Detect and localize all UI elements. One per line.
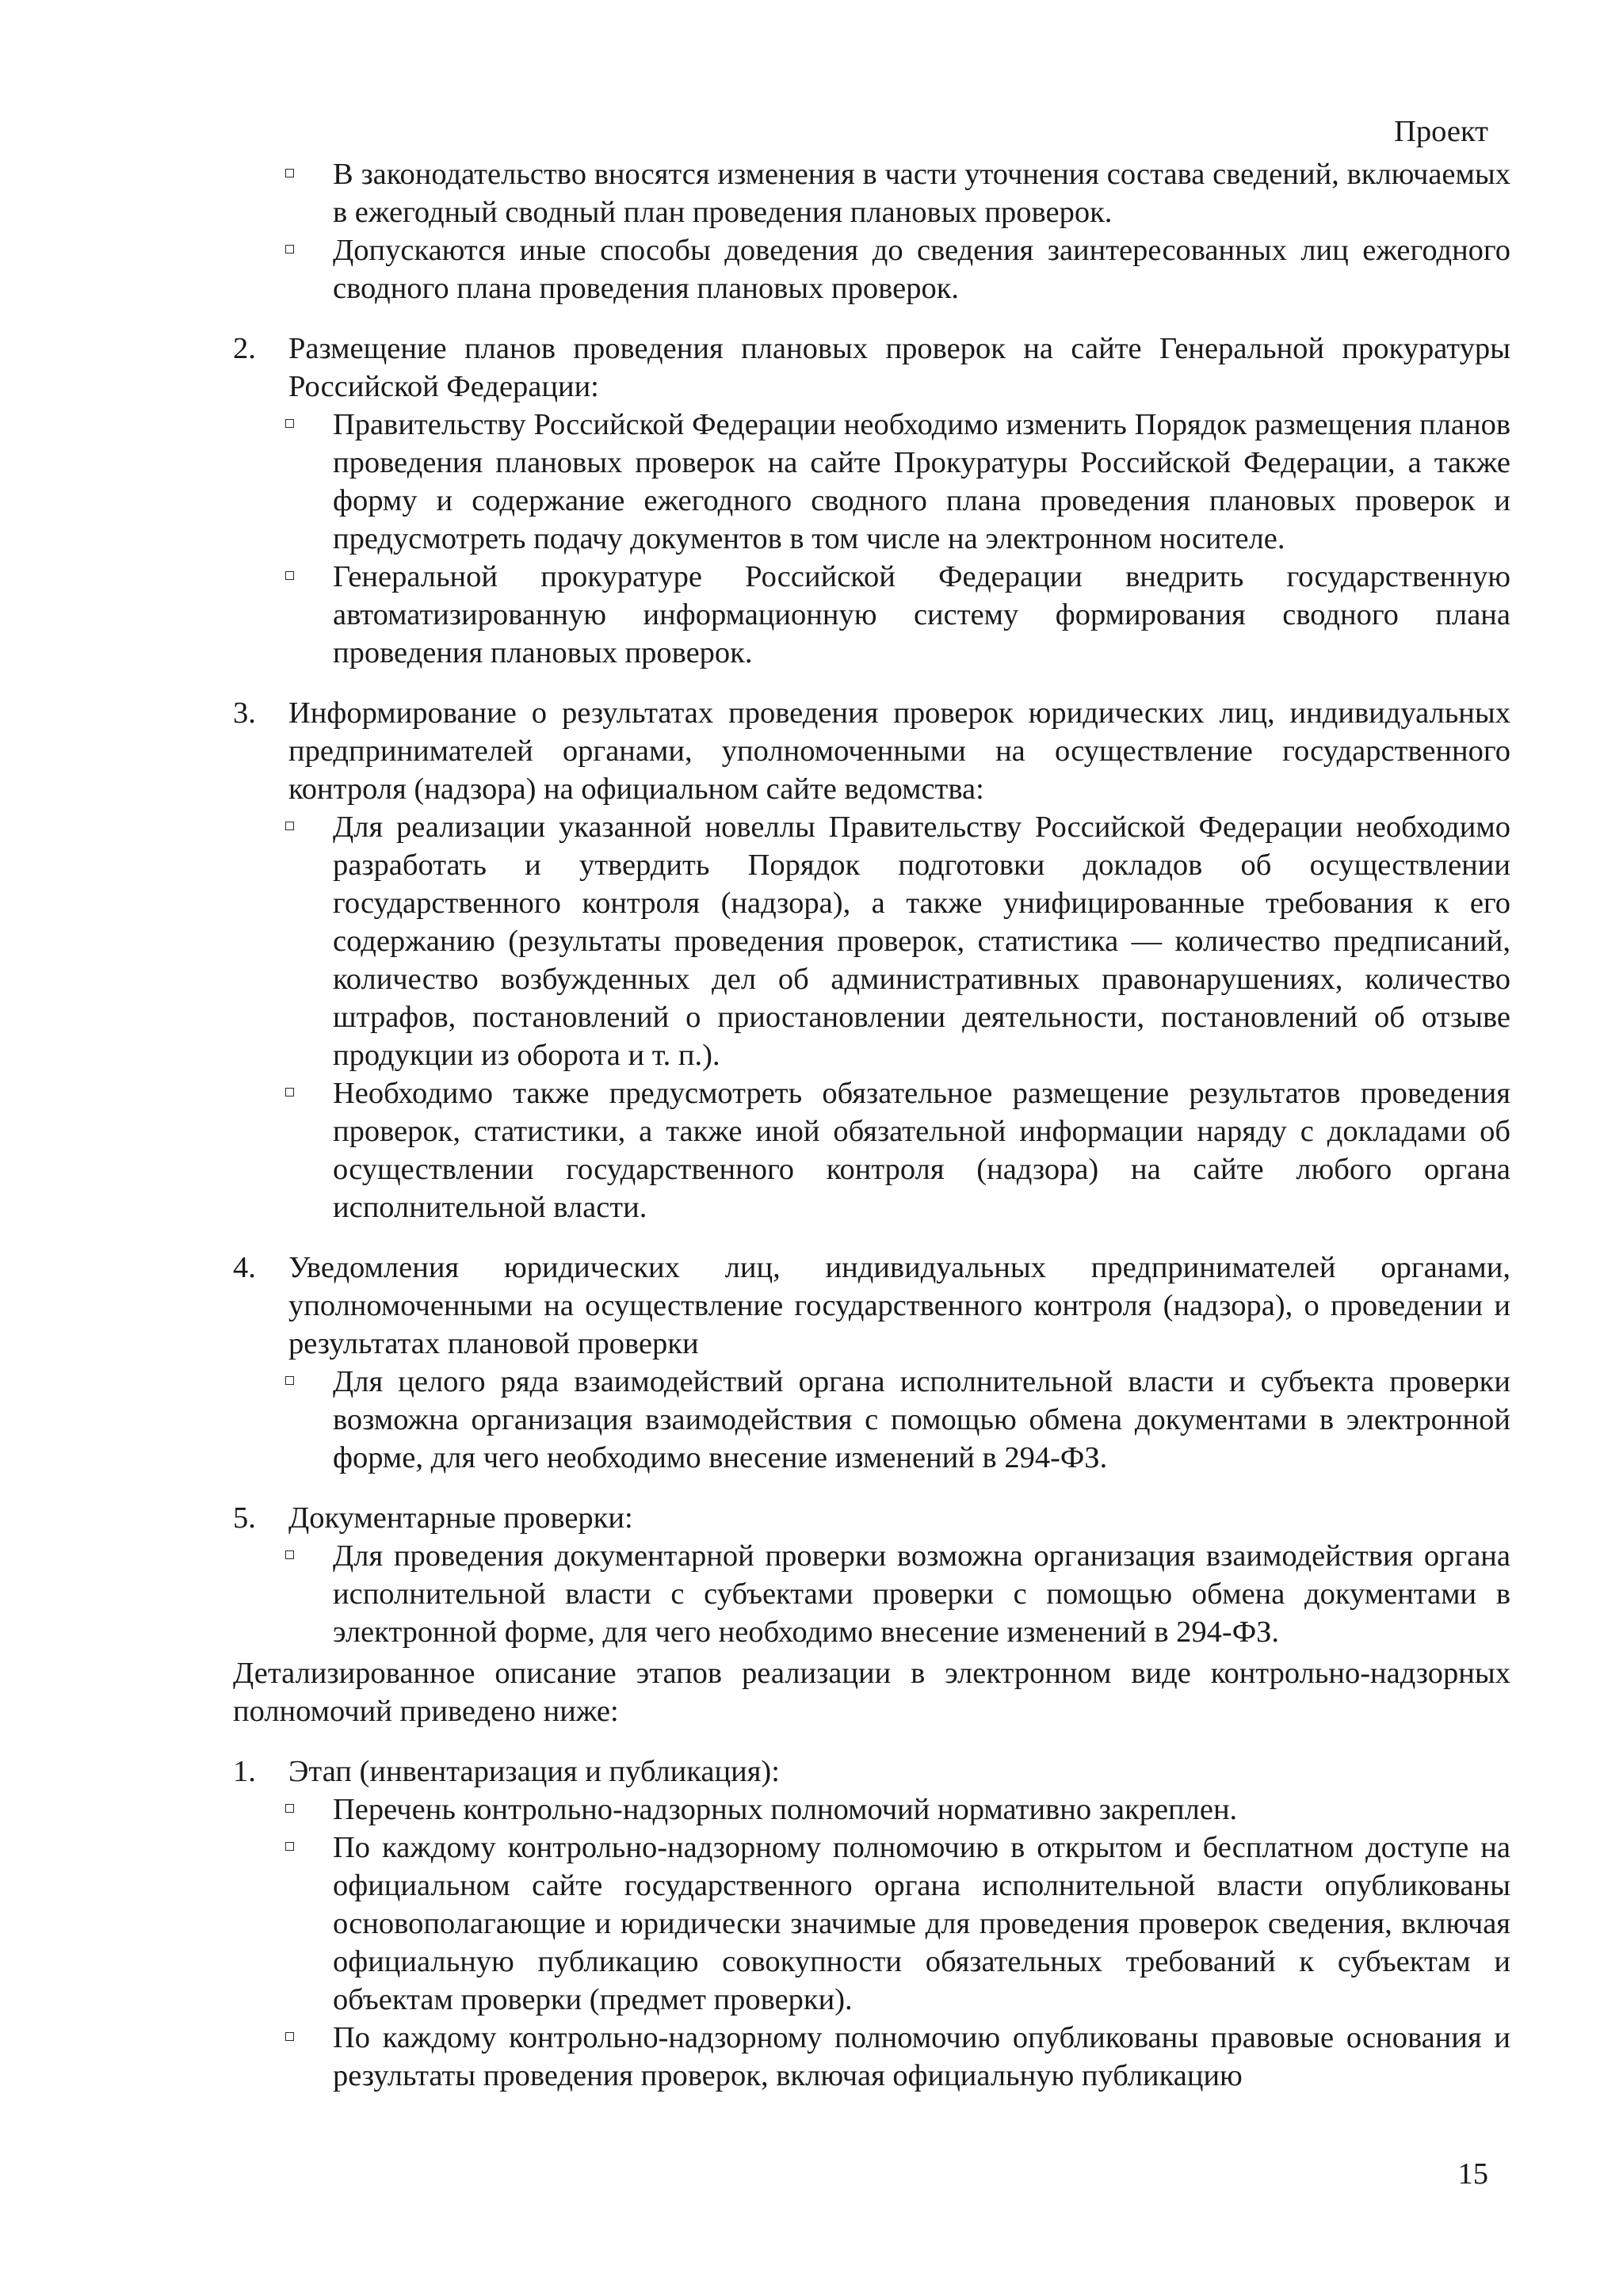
square-bullet-icon: [285, 822, 294, 830]
square-bullet-icon: [285, 1842, 294, 1851]
section-heading: Размещение планов проведения плановых проверок на сайте Генеральной прокуратуры Российской Федерации:: [288, 332, 1510, 403]
list-item: [288, 1363, 1510, 1477]
bullet-text: По каждому контрольно-надзорному полномочию опубликованы правовые основания и результаты проведения проверок, включая официальную публикацию: [333, 2021, 1510, 2092]
stage-number: 1.: [233, 1755, 256, 1788]
list-item: [288, 1537, 1510, 1651]
square-bullet-icon: [285, 571, 294, 580]
bullet-text: По каждому контрольно-надзорному полномочию в открытом и бесплатном доступе на официальном сайте государственного органа исполнительной власти опубликованы основополагающие и юридически значимые для проведения проверок сведения, включая официальную публикацию совокупности обязательных требований к субъектам и объектам проверки (предмет проверки).: [333, 1831, 1510, 2016]
document-body: [233, 155, 1510, 2117]
section-3: [233, 694, 1510, 1226]
section-number: 3.: [233, 696, 256, 730]
list-item: [288, 1791, 1510, 1829]
section-2: [233, 330, 1510, 672]
section-bullet-list: [288, 406, 1510, 672]
section-number: 4.: [233, 1251, 256, 1284]
section-heading: Документарные проверки:: [288, 1501, 633, 1535]
draft-label: Проект: [1394, 115, 1488, 148]
section-heading: Информирование о результатах проведения проверок юридических лиц, индивидуальных предпринимателей органами, уполномоченными на осуществление государственного контроля (надзора) на официальном сайте ведомства:: [288, 696, 1510, 806]
list-item: [288, 808, 1510, 1074]
list-item: [233, 155, 1510, 231]
section-bullet-list: [288, 1537, 1510, 1651]
bullet-text: Генеральной прокуратуре Российской Федерации внедрить государственную автоматизированную информационную систему формирования сводного плана проведения плановых проверок.: [333, 560, 1510, 669]
square-bullet-icon: [285, 245, 294, 254]
list-item: [288, 1074, 1510, 1226]
section-bullet-list: [288, 808, 1510, 1226]
intro-bullet-list: [233, 155, 1510, 307]
square-bullet-icon: [285, 1088, 294, 1097]
list-item: [288, 558, 1510, 672]
bullet-text: В законодательство вносятся изменения в части уточнения состава сведений, включаемых в ежегодный сводный план проведения плановых проверок.: [333, 158, 1510, 229]
square-bullet-icon: [285, 1550, 294, 1559]
section-number: 5.: [233, 1501, 256, 1535]
list-item: [233, 231, 1510, 307]
square-bullet-icon: [285, 169, 294, 177]
list-item: [288, 1829, 1510, 2019]
section-heading: Уведомления юридических лиц, индивидуальных предпринимателей органами, уполномоченными на осуществление государственного контроля (надзора), о проведении и результатах плановой проверки: [288, 1251, 1510, 1360]
section-5: [233, 1499, 1510, 1651]
page-number: 15: [1457, 2157, 1488, 2191]
list-item: [288, 2019, 1510, 2095]
bullet-text: Для реализации указанной новеллы Правительству Российской Федерации необходимо разработать и утвердить Порядок подготовки докладов об осуществлении государственного контроля (надзора), а также унифицированные требования к его содержанию (результаты проведения проверок, статистика — количество предписаний, количество возбужденных дел об административных правонарушениях, количество штрафов, постановлений о приостановлении деятельности, постановлений об отзыве продукции из оборота и т. п.).: [333, 810, 1510, 1072]
square-bullet-icon: [285, 1376, 294, 1385]
stage-1: [233, 1753, 1510, 2095]
bullet-text: Допускаются иные способы доведения до сведения заинтересованных лиц ежегодного сводного плана проведения плановых проверок.: [333, 234, 1510, 305]
detailed-description-paragraph: Детализированное описание этапов реализации в электронном виде контрольно-надзорных полномочий приведено ниже:: [233, 1657, 1510, 1728]
square-bullet-icon: [285, 1804, 294, 1813]
stage-heading: Этап (инвентаризация и публикация):: [288, 1755, 780, 1788]
square-bullet-icon: [285, 2032, 294, 2041]
stage-bullet-list: [288, 1791, 1510, 2095]
section-number: 2.: [233, 332, 256, 365]
section-4: [233, 1249, 1510, 1477]
bullet-text: Правительству Российской Федерации необходимо изменить Порядок размещения планов проведения плановых проверок на сайте Прокуратуры Российской Федерации, а также форму и содержание ежегодного сводного плана проведения плановых проверок и предусмотреть подачу документов в том числе на электронном носителе.: [333, 408, 1510, 555]
square-bullet-icon: [285, 419, 294, 428]
section-bullet-list: [288, 1363, 1510, 1477]
list-item: [288, 406, 1510, 558]
bullet-text: Для проведения документарной проверки возможна организация взаимодействия органа исполнительной власти с субъектами проверки с помощью обмена документами в электронной форме, для чего необходимо внесение изменений в 294-ФЗ.: [333, 1539, 1510, 1649]
bullet-text: Необходимо также предусмотреть обязательное размещение результатов проведения проверок, статистики, а также иной обязательной информации наряду с докладами об осуществлении государственного контроля (надзора) на сайте любого органа исполнительной власти.: [333, 1077, 1510, 1224]
bullet-text: Перечень контрольно-надзорных полномочий нормативно закреплен.: [333, 1793, 1238, 1826]
bullet-text: Для целого ряда взаимодействий органа исполнительной власти и субъекта проверки возможна организация взаимодействия с помощью обмена документами в электронной форме, для чего необходимо внесение изменений в 294-ФЗ.: [333, 1365, 1510, 1474]
